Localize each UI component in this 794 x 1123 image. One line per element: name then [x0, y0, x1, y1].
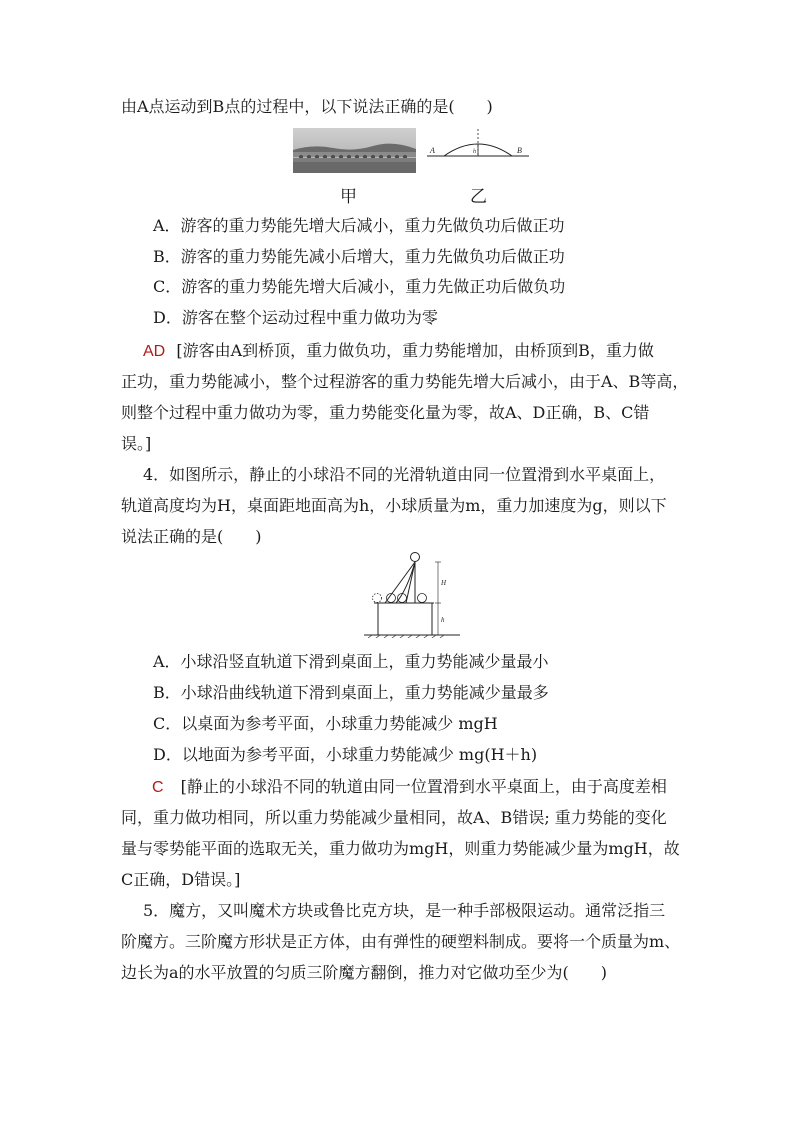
- q3-option-c: C．游客的重力势能先增大后减小，重力先做正功后做负功: [153, 277, 566, 296]
- q3-option-b: B．游客的重力势能先减小后增大，重力先做负功后做正功: [153, 247, 565, 266]
- q3-answer-key: AD: [143, 343, 166, 360]
- q5-stem-line-3: 边长为a的水平放置的匀质三阶魔方翻倒，推力对它做功至少为( ): [121, 963, 608, 982]
- arch-diagram: [424, 128, 532, 168]
- track-diagram-graphic: [362, 552, 462, 638]
- track-diagram: [362, 552, 462, 638]
- q4-explanation-line-3: 量与零势能平面的选取无关，重力做功为mgH，则重力势能减少量为mgH，故: [121, 839, 680, 858]
- caption-jia: 甲: [340, 187, 357, 207]
- bridge-photo-graphic: [293, 128, 416, 173]
- q4-answer-key: C: [152, 779, 164, 796]
- q3-option-a: A．游客的重力势能先增大后减小，重力先做负功后做正功: [153, 216, 565, 235]
- arch-label-B: B: [517, 146, 522, 155]
- q4-option-c: C．以桌面为参考平面，小球重力势能减少 mgH: [153, 714, 498, 733]
- track-label-h: h: [441, 616, 445, 624]
- arch-label-h: h: [473, 149, 476, 155]
- q4-option-a: A．小球沿竖直轨道下滑到桌面上，重力势能减少量最小: [153, 652, 549, 671]
- q3-stem-end: 由A点运动到B点的过程中，以下说法正确的是( ): [121, 97, 493, 116]
- q5-stem-line-1: 5．魔方，又叫魔术方块或鲁比克方块，是一种手部极限运动。通常泛指三: [143, 901, 666, 920]
- q4-option-b: B．小球沿曲线轨道下滑到桌面上，重力势能减少量最多: [153, 683, 549, 702]
- q4-explanation-line-4: C正确，D错误。]: [121, 870, 241, 889]
- q4-explanation-line-2: 同，重力做功相同，所以重力势能减少量相同，故A、B错误; 重力势能的变化: [121, 808, 667, 827]
- q4-option-d: D．以地面为参考平面，小球重力势能减少 mg(H＋h): [153, 745, 538, 764]
- caption-yi: 乙: [470, 187, 487, 207]
- q4-explanation-line-1: [静止的小球沿不同的轨道由同一位置滑到水平桌面上，由于高度差相: [180, 777, 667, 796]
- q3-explanation-line-4: 误。]: [121, 434, 152, 453]
- q5-stem-line-2: 阶魔方。三阶魔方形状是正方体，由有弹性的硬塑料制成。要将一个质量为m、: [121, 932, 681, 951]
- q4-stem-line-2: 轨道高度均为H，桌面距地面高为h，小球质量为m，重力加速度为g，则以下: [121, 496, 667, 515]
- arch-label-A: A: [430, 146, 435, 155]
- q3-option-d: D．游客在整个运动过程中重力做功为零: [153, 308, 438, 327]
- q4-stem-line-1: 4．如图所示，静止的小球沿不同的光滑轨道由同一位置滑到水平桌面上，: [143, 465, 666, 484]
- q3-explanation-line-1: [游客由A到桥顶，重力做负功，重力势能增加，由桥顶到B，重力做: [176, 341, 654, 360]
- q4-stem-line-3: 说法正确的是( ): [121, 527, 262, 546]
- bridge-photo: [293, 128, 416, 173]
- arch-diagram-graphic: [424, 128, 532, 168]
- track-label-H: H: [441, 579, 447, 587]
- q3-answer-line: [143, 341, 654, 362]
- q3-explanation-line-2: 正功，重力势能减小，整个过程游客的重力势能先增大后减小，由于A、B等高，: [121, 372, 689, 391]
- q3-explanation-line-3: 则整个过程中重力做功为零，重力势能变化量为零，故A、D正确，B、C错: [121, 403, 650, 422]
- q4-answer-line: [152, 777, 667, 798]
